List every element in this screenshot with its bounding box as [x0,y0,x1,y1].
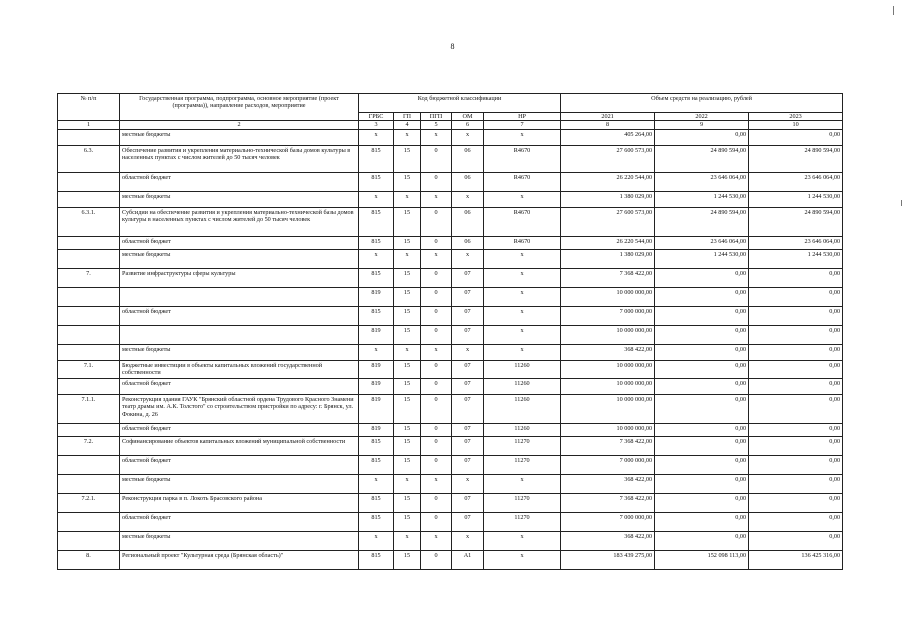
cell-om: 07 [452,268,484,287]
cell-om: 07 [452,493,484,512]
cell-om: 07 [452,306,484,325]
cell-amount-2021: 1 380 029,00 [561,249,655,268]
cell-grbs: 815 [359,493,394,512]
cell-gp: 15 [394,378,421,394]
cell-nr: х [484,550,561,569]
cell-amount-2021: 26 220 544,00 [561,236,655,249]
cell-num: 8. [58,550,120,569]
table-row [58,394,843,423]
cell-gp: 15 [394,287,421,306]
cell-ppgp: 0 [421,145,452,172]
cell-amount-2021: 7 000 000,00 [561,306,655,325]
cell-nr: R4670 [484,236,561,249]
cell-grbs: 815 [359,207,394,236]
cell-grbs: 815 [359,172,394,191]
cell-gp: 15 [394,455,421,474]
column-number: 8 [561,121,655,129]
cell-name: местные бюджеты [120,531,359,550]
cell-grbs: 815 [359,550,394,569]
table-row [58,207,843,236]
column-number: 6 [452,121,484,129]
cell-num: 7.2.1. [58,493,120,512]
cell-gp: х [394,249,421,268]
cell-ppgp: 0 [421,493,452,512]
cell-ppgp: 0 [421,455,452,474]
cell-num: 6.3. [58,145,120,172]
cell-om: 07 [452,436,484,455]
column-number: 7 [484,121,561,129]
cell-name: местные бюджеты [120,474,359,493]
cell-amount-2021: 10 000 000,00 [561,287,655,306]
cell-amount-2021: 368 422,00 [561,344,655,360]
cell-name [120,325,359,344]
cell-gp: 15 [394,394,421,423]
cell-num: 7.1.1. [58,394,120,423]
cell-amount-2022: 0,00 [655,360,749,378]
cell-num: 6.3.1. [58,207,120,236]
table-row [58,512,843,531]
cell-ppgp: 0 [421,287,452,306]
cell-ppgp: 0 [421,550,452,569]
cell-name: областной бюджет [120,455,359,474]
cell-nr: 11260 [484,360,561,378]
cell-nr: х [484,287,561,306]
cell-amount-2023: 136 425 316,00 [749,550,843,569]
cell-grbs: 819 [359,423,394,436]
cell-amount-2022: 0,00 [655,394,749,423]
cell-amount-2023: 0,00 [749,378,843,394]
cell-num: 7.1. [58,360,120,378]
table-row [58,129,843,145]
cell-grbs: х [359,129,394,145]
column-number: 9 [655,121,749,129]
cell-amount-2022: 0,00 [655,455,749,474]
table-row [58,493,843,512]
cell-om: 07 [452,512,484,531]
header-year-2021: 2021 [561,113,655,121]
cell-amount-2022: 0,00 [655,378,749,394]
cell-amount-2023: 23 646 064,00 [749,236,843,249]
table-row [58,474,843,493]
header-gp: ГП [394,113,421,121]
cell-ppgp: х [421,531,452,550]
cell-name: Реконструкция парка в п. Локоть Брасовского района [120,493,359,512]
cell-nr: х [484,531,561,550]
cell-amount-2021: 10 000 000,00 [561,378,655,394]
cell-amount-2023: 0,00 [749,360,843,378]
cell-name: Обеспечение развития и укрепления материально-технической базы домов культуры в населенных пунктах с числом жителей до 50 тысяч человек [120,145,359,172]
header-program: Государственная программа, подпрограмма, основное мероприятие (проект (программа)), направление расходов, мероприятие [120,94,359,121]
cell-ppgp: 0 [421,325,452,344]
cell-grbs: 815 [359,268,394,287]
table-row [58,344,843,360]
cell-grbs: х [359,474,394,493]
table-row [58,550,843,569]
cell-grbs: 819 [359,287,394,306]
cell-amount-2022: 0,00 [655,493,749,512]
cell-amount-2023: 0,00 [749,531,843,550]
cell-amount-2021: 27 600 573,00 [561,207,655,236]
cell-nr: х [484,191,561,207]
cell-name: Реконструкция здания ГАУК "Брянский областной ордена Трудового Красного Знамени театр драмы им. А.К. Толстого" со строительством пристройки по адресу: г. Брянск, ул. Фокина, д. 26 [120,394,359,423]
cell-om: 07 [452,394,484,423]
cell-amount-2021: 368 422,00 [561,531,655,550]
scan-mark-right-edge [901,200,902,206]
cell-amount-2021: 10 000 000,00 [561,423,655,436]
header-year-2023: 2023 [749,113,843,121]
cell-nr: х [484,306,561,325]
cell-amount-2021: 7 368 422,00 [561,436,655,455]
cell-amount-2022: 0,00 [655,306,749,325]
cell-amount-2023: 23 646 064,00 [749,172,843,191]
cell-gp: 15 [394,436,421,455]
cell-nr: 11270 [484,512,561,531]
cell-name: Региональный проект "Культурная среда (Брянская область)" [120,550,359,569]
table-row [58,455,843,474]
cell-nr: R4670 [484,207,561,236]
cell-name: областной бюджет [120,423,359,436]
header-ppgp: ПГП [421,113,452,121]
cell-name: местные бюджеты [120,249,359,268]
cell-amount-2023: 1 244 530,00 [749,249,843,268]
cell-ppgp: 0 [421,423,452,436]
budget-table [57,93,843,570]
cell-name: областной бюджет [120,236,359,249]
cell-name: областной бюджет [120,306,359,325]
cell-ppgp: х [421,474,452,493]
cell-nr: R4670 [484,172,561,191]
cell-om: х [452,129,484,145]
cell-amount-2023: 0,00 [749,344,843,360]
cell-gp: 15 [394,512,421,531]
cell-grbs: х [359,191,394,207]
cell-grbs: 819 [359,360,394,378]
cell-amount-2022: 24 890 594,00 [655,145,749,172]
cell-amount-2022: 24 890 594,00 [655,207,749,236]
cell-grbs: 815 [359,512,394,531]
cell-name: Развитие инфраструктуры сферы культуры [120,268,359,287]
cell-num [58,306,120,325]
cell-name: местные бюджеты [120,344,359,360]
cell-num [58,455,120,474]
scan-mark-top-right [893,6,894,15]
column-number: 10 [749,121,843,129]
table-row [58,172,843,191]
cell-amount-2023: 0,00 [749,474,843,493]
cell-name: областной бюджет [120,512,359,531]
cell-amount-2022: 0,00 [655,268,749,287]
table-row [58,191,843,207]
cell-name: местные бюджеты [120,129,359,145]
cell-om: 07 [452,325,484,344]
table-row [58,268,843,287]
cell-name: Софинансирование объектов капитальных вложений муниципальной собственности [120,436,359,455]
cell-amount-2021: 183 439 275,00 [561,550,655,569]
table-row [58,436,843,455]
cell-ppgp: 0 [421,512,452,531]
cell-ppgp: 0 [421,236,452,249]
table-row [58,325,843,344]
cell-gp: 15 [394,423,421,436]
cell-amount-2023: 0,00 [749,455,843,474]
cell-ppgp: 0 [421,378,452,394]
cell-ppgp: 0 [421,436,452,455]
cell-amount-2022: 152 098 113,00 [655,550,749,569]
cell-num [58,531,120,550]
cell-om: х [452,474,484,493]
cell-name: областной бюджет [120,378,359,394]
cell-om: 07 [452,378,484,394]
header-grbs: ГРБС [359,113,394,121]
page-number: 8 [450,42,455,51]
cell-amount-2022: 0,00 [655,512,749,531]
cell-om: 07 [452,287,484,306]
table-row [58,360,843,378]
cell-om: 07 [452,423,484,436]
cell-grbs: х [359,531,394,550]
cell-num: 7.2. [58,436,120,455]
cell-grbs: 815 [359,436,394,455]
cell-grbs: 815 [359,236,394,249]
cell-ppgp: х [421,249,452,268]
cell-amount-2021: 10 000 000,00 [561,394,655,423]
cell-grbs: 815 [359,306,394,325]
header-year-2022: 2022 [655,113,749,121]
cell-amount-2023: 0,00 [749,493,843,512]
cell-nr: х [484,325,561,344]
cell-num [58,249,120,268]
cell-amount-2022: 0,00 [655,531,749,550]
cell-name: местные бюджеты [120,191,359,207]
cell-name: Субсидии на обеспечение развития и укрепления материально-технической базы домов культуры в населенных пунктах с числом жителей до 50 тысяч человек [120,207,359,236]
cell-nr: 11260 [484,423,561,436]
cell-amount-2022: 23 646 064,00 [655,236,749,249]
cell-num: 7. [58,268,120,287]
cell-amount-2023: 0,00 [749,436,843,455]
cell-om: 06 [452,236,484,249]
table-row [58,236,843,249]
cell-om: 06 [452,207,484,236]
cell-amount-2021: 1 380 029,00 [561,191,655,207]
cell-grbs: 819 [359,325,394,344]
cell-amount-2021: 7 000 000,00 [561,455,655,474]
cell-ppgp: 0 [421,394,452,423]
cell-om: х [452,249,484,268]
cell-amount-2023: 1 244 530,00 [749,191,843,207]
cell-grbs: 815 [359,455,394,474]
cell-amount-2021: 7 368 422,00 [561,493,655,512]
cell-amount-2023: 0,00 [749,306,843,325]
cell-gp: х [394,531,421,550]
cell-amount-2023: 0,00 [749,325,843,344]
cell-num [58,287,120,306]
cell-nr: х [484,268,561,287]
cell-gp: 15 [394,236,421,249]
cell-om: 07 [452,455,484,474]
cell-gp: 15 [394,145,421,172]
cell-amount-2021: 7 368 422,00 [561,268,655,287]
cell-gp: 15 [394,172,421,191]
cell-name [120,287,359,306]
cell-nr: 11270 [484,455,561,474]
cell-ppgp: х [421,191,452,207]
table-row [58,378,843,394]
table-row [58,531,843,550]
cell-num [58,191,120,207]
cell-gp: 15 [394,207,421,236]
cell-amount-2021: 368 422,00 [561,474,655,493]
table-row [58,306,843,325]
cell-amount-2022: 0,00 [655,344,749,360]
cell-amount-2021: 10 000 000,00 [561,360,655,378]
cell-amount-2021: 405 264,00 [561,129,655,145]
cell-num [58,236,120,249]
cell-gp: 15 [394,550,421,569]
cell-amount-2022: 0,00 [655,325,749,344]
cell-num [58,129,120,145]
cell-num [58,512,120,531]
table-row [58,145,843,172]
cell-ppgp: 0 [421,268,452,287]
cell-ppgp: х [421,344,452,360]
cell-amount-2021: 27 600 573,00 [561,145,655,172]
cell-amount-2023: 24 890 594,00 [749,207,843,236]
cell-ppgp: 0 [421,306,452,325]
cell-name: Бюджетные инвестиции в объекты капитальных вложений государственной собственности [120,360,359,378]
cell-ppgp: х [421,129,452,145]
column-number: 4 [394,121,421,129]
cell-nr: 11270 [484,436,561,455]
header-om: ОМ [452,113,484,121]
cell-amount-2021: 7 000 000,00 [561,512,655,531]
cell-amount-2021: 26 220 544,00 [561,172,655,191]
cell-nr: х [484,249,561,268]
cell-amount-2022: 0,00 [655,129,749,145]
header-amount-group: Объем средств на реализацию, рублей [561,94,843,113]
cell-grbs: х [359,249,394,268]
cell-amount-2023: 24 890 594,00 [749,145,843,172]
cell-grbs: 815 [359,145,394,172]
cell-amount-2022: 1 244 530,00 [655,191,749,207]
cell-nr: х [484,129,561,145]
cell-gp: х [394,191,421,207]
column-number: 3 [359,121,394,129]
cell-om: х [452,191,484,207]
table-row [58,287,843,306]
cell-amount-2023: 0,00 [749,394,843,423]
cell-gp: 15 [394,360,421,378]
cell-gp: 15 [394,268,421,287]
cell-nr: 11260 [484,378,561,394]
column-number: 5 [421,121,452,129]
cell-num [58,474,120,493]
cell-om: A1 [452,550,484,569]
cell-gp: 15 [394,493,421,512]
cell-grbs: х [359,344,394,360]
cell-nr: х [484,474,561,493]
header-nr: НР [484,113,561,121]
cell-nr: х [484,344,561,360]
cell-amount-2022: 1 244 530,00 [655,249,749,268]
cell-ppgp: 0 [421,360,452,378]
cell-om: 07 [452,360,484,378]
cell-amount-2023: 0,00 [749,268,843,287]
cell-om: 06 [452,145,484,172]
cell-num [58,378,120,394]
cell-grbs: 819 [359,394,394,423]
cell-num [58,423,120,436]
cell-amount-2021: 10 000 000,00 [561,325,655,344]
cell-num [58,172,120,191]
cell-nr: R4670 [484,145,561,172]
cell-amount-2023: 0,00 [749,287,843,306]
table-body [58,129,843,569]
cell-om: х [452,531,484,550]
table-row [58,249,843,268]
cell-gp: х [394,474,421,493]
cell-nr: 11260 [484,394,561,423]
cell-nr: 11270 [484,493,561,512]
cell-num [58,344,120,360]
cell-num [58,325,120,344]
table-row [58,423,843,436]
cell-amount-2022: 0,00 [655,423,749,436]
cell-amount-2023: 0,00 [749,423,843,436]
column-number: 1 [58,121,120,129]
cell-amount-2022: 0,00 [655,436,749,455]
cell-amount-2022: 0,00 [655,474,749,493]
cell-grbs: 819 [359,378,394,394]
cell-om: 06 [452,172,484,191]
cell-ppgp: 0 [421,207,452,236]
cell-amount-2023: 0,00 [749,512,843,531]
header-num: № п/п [58,94,120,121]
cell-gp: 15 [394,325,421,344]
column-number-row [58,121,843,129]
column-number: 2 [120,121,359,129]
cell-om: х [452,344,484,360]
cell-ppgp: 0 [421,172,452,191]
cell-gp: х [394,129,421,145]
cell-amount-2022: 0,00 [655,287,749,306]
cell-amount-2022: 23 646 064,00 [655,172,749,191]
cell-gp: х [394,344,421,360]
cell-gp: 15 [394,306,421,325]
cell-amount-2023: 0,00 [749,129,843,145]
header-code-group: Код бюджетной классификации [359,94,561,113]
cell-name: областной бюджет [120,172,359,191]
